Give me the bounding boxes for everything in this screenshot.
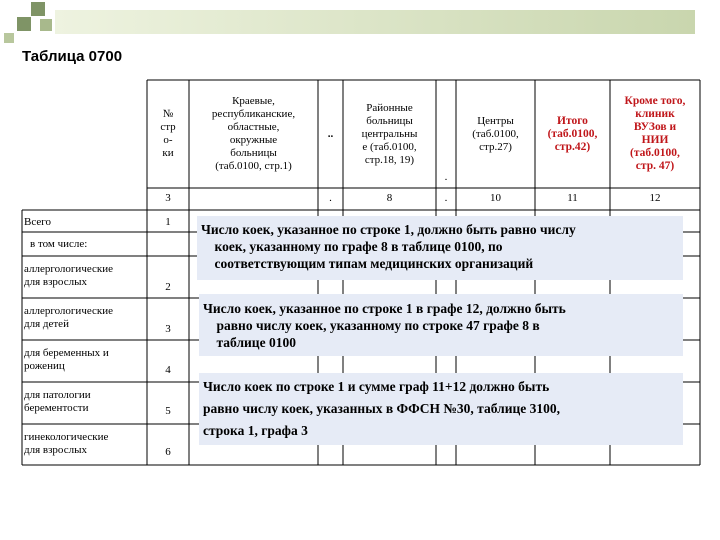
decorative-square [40,19,52,31]
row-number: 3 [165,323,171,335]
header-decoration-bar [55,10,695,34]
colnum-besides: 12 [649,192,661,204]
row-number: 2 [165,281,171,293]
colnum-district: 8 [386,192,393,204]
header-elided-column: . [444,171,448,183]
row-label: для патологии берементости [24,389,91,414]
row-label: аллергологические для детей [24,305,114,330]
row-label: аллергологические для взрослых [24,263,114,288]
validation-note-3: Число коек по строке 1 и сумме граф 11+12 должно быть равно числу коек, указанных в ФФСН №30, таблице 3100, строка 1, графа 3 [199,373,683,445]
page-title: Таблица 0700 [22,48,123,65]
decorative-square [31,2,45,16]
row-label: для беременных и рожениц [24,347,109,372]
colnum-elided: . [329,192,332,204]
validation-note-2: Число коек, указанное по строке 1 в графе 12, должно быть равно числу коек, указанному по строке 47 графе 8 в таблице 0100 [199,294,683,356]
header-district-hospitals: Районные больницы центральны е (таб.0100, стр.18, 19) [361,101,418,166]
colnum-rownum: 3 [165,192,171,204]
header-row-number: № стр о- ки [160,108,176,159]
row-number: 4 [165,364,171,376]
header-total: Итого (таб.0100, стр.42) [547,114,598,153]
row-label: гинекологические для взрослых [24,431,109,456]
row-number: 5 [165,405,171,417]
header-university-clinics: Кроме того, клиник ВУЗов и НИИ (таб.0100, стр. 47) [624,95,686,172]
row-number: 1 [165,216,171,228]
row-label-including: в том числе: [30,238,88,250]
header-centers: Центры (таб.0100, стр.27) [472,114,519,153]
colnum-centers: 10 [490,192,501,204]
header-regional-hospitals: Краевые, республиканские, областные, окружные больницы (таб.0100, стр.1) [211,95,296,172]
header-elided-columns: .. [327,127,334,140]
colnum-total: 11 [567,192,578,204]
decorative-square [4,33,14,43]
row-label-total: Всего [24,216,51,228]
colnum-elided: . [444,192,448,204]
validation-note-1: Число коек, указанное по строке 1, должно быть равно числу коек, указанному по графе 8 в таблице 0100, по соответствующим типам медицинских организаций [197,216,683,280]
decorative-square [17,17,31,31]
row-number: 6 [165,446,171,458]
